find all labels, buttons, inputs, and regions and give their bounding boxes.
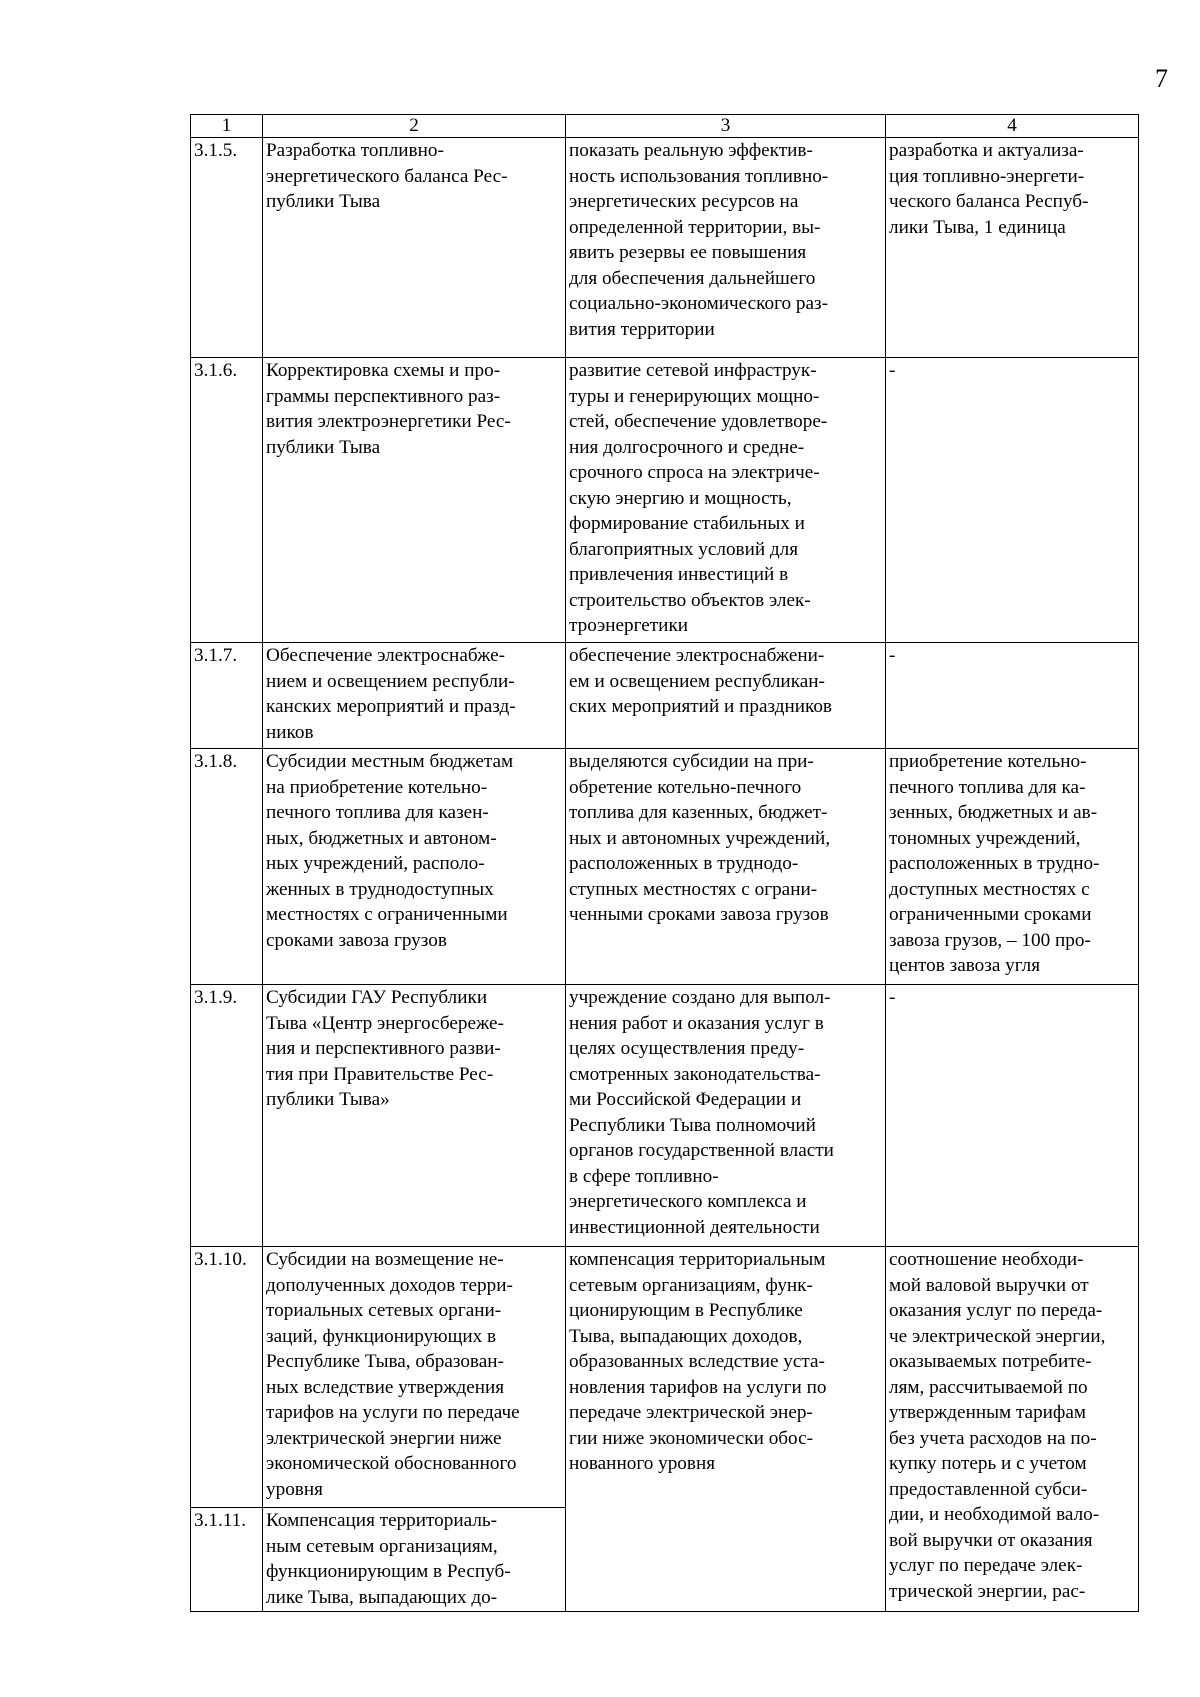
item-name: Субсидии на возмещение не- дополученных доходов терри- ториальных сетевых органи- заций, функционирующих в Республике Тыва, образован- ных вследствие утверждения тарифов на услуги по передаче электрической энергии ниже экономической обоснованного уровня xyxy=(263,1247,566,1508)
item-result: соотношение необходи- мой валовой выручки от оказания услуг по переда- че электрической энергии, оказываемых потребите- лям, рассчитываемой по утвержденным тарифам без учета расходов на по- купку потерь и с учетом предоставленной субси- дии, и необходимой вало- вой выручки от оказания услуг по передаче элек- трической энергии, рас- xyxy=(886,1247,1139,1612)
item-name: Корректировка схемы и про- граммы перспективного раз- вития электроэнергетики Рес- публики Тыва xyxy=(263,358,566,643)
item-purpose: показать реальную эффектив- ность использования топливно- энергетических ресурсов на определенной территории, вы- явить резервы ее повышения для обеспечения дальнейшего социально-экономического раз- вития территории xyxy=(566,138,886,358)
item-name: Субсидии ГАУ Республики Тыва «Центр энергосбереже- ния и перспективного разви- тия при Правительстве Рес- публики Тыва» xyxy=(263,985,566,1247)
item-number: 3.1.10. xyxy=(191,1247,263,1508)
item-result: - xyxy=(886,358,1139,643)
column-number-3: 3 xyxy=(566,115,886,138)
item-purpose: выделяются субсидии на при- обретение котельно-печного топлива для казенных, бюджет- ных и автономных учреждений, расположенных в труднодо- ступных местностях с ограни- ченными сроками завоза грузов xyxy=(566,749,886,985)
item-name: Компенсация территориаль- ным сетевым организациям, функционирующим в Респуб- лике Тыва, выпадающих до- xyxy=(263,1508,566,1612)
item-result: разработка и актуализа- ция топливно-энергети- ческого баланса Респуб- лики Тыва, 1 единица xyxy=(886,138,1139,358)
item-number: 3.1.11. xyxy=(191,1508,263,1612)
item-number: 3.1.7. xyxy=(191,643,263,749)
table-row xyxy=(191,643,1139,749)
column-number-4: 4 xyxy=(886,115,1139,138)
table-row xyxy=(191,985,1139,1247)
table-header-row xyxy=(191,115,1139,138)
item-result: - xyxy=(886,985,1139,1247)
item-number: 3.1.5. xyxy=(191,138,263,358)
item-number: 3.1.8. xyxy=(191,749,263,985)
item-purpose: обеспечение электроснабжени- ем и освещением республикан- ских мероприятий и праздников xyxy=(566,643,886,749)
program-activities-table xyxy=(190,114,1139,1612)
table-row xyxy=(191,138,1139,358)
item-number: 3.1.9. xyxy=(191,985,263,1247)
item-name: Разработка топливно- энергетического баланса Рес- публики Тыва xyxy=(263,138,566,358)
table-row xyxy=(191,358,1139,643)
item-purpose: учреждение создано для выпол- нения работ и оказания услуг в целях осуществления преду- смотренных законодательства- ми Российской Федерации и Республики Тыва полномочий органов государственной власти в сфере топливно- энергетического комплекса и инвестиционной деятельности xyxy=(566,985,886,1247)
column-number-2: 2 xyxy=(263,115,566,138)
item-purpose: компенсация территориальным сетевым организациям, функ- ционирующим в Республике Тыва, выпадающих доходов, образованных вследствие уста- новления тарифов на услуги по передаче электрической энер- гии ниже экономически обос- нованного уровня xyxy=(566,1247,886,1612)
item-result: - xyxy=(886,643,1139,749)
page-number: 7 xyxy=(1155,64,1168,93)
item-name: Субсидии местным бюджетам на приобретение котельно- печного топлива для казен- ных, бюджетных и автоном- ных учреждений, располо- женных в труднодоступных местностях с ограниченными сроками завоза грузов xyxy=(263,749,566,985)
item-number: 3.1.6. xyxy=(191,358,263,643)
column-number-1: 1 xyxy=(191,115,263,138)
item-purpose: развитие сетевой инфраструк- туры и генерирующих мощно- стей, обеспечение удовлетворе- ния долгосрочного и средне- срочного спроса на электриче- скую энергию и мощность, формирование стабильных и благоприятных условий для привлечения инвестиций в строительство объектов элек- троэнергетики xyxy=(566,358,886,643)
item-name: Обеспечение электроснабже- нием и освещением республи- канских мероприятий и празд- ников xyxy=(263,643,566,749)
item-result: приобретение котельно- печного топлива для ка- зенных, бюджетных и ав- тономных учреждений, расположенных в трудно- доступных местностях с ограниченными сроками завоза грузов, – 100 про- центов завоза угля xyxy=(886,749,1139,985)
table-row xyxy=(191,1247,1139,1508)
table-row xyxy=(191,749,1139,985)
